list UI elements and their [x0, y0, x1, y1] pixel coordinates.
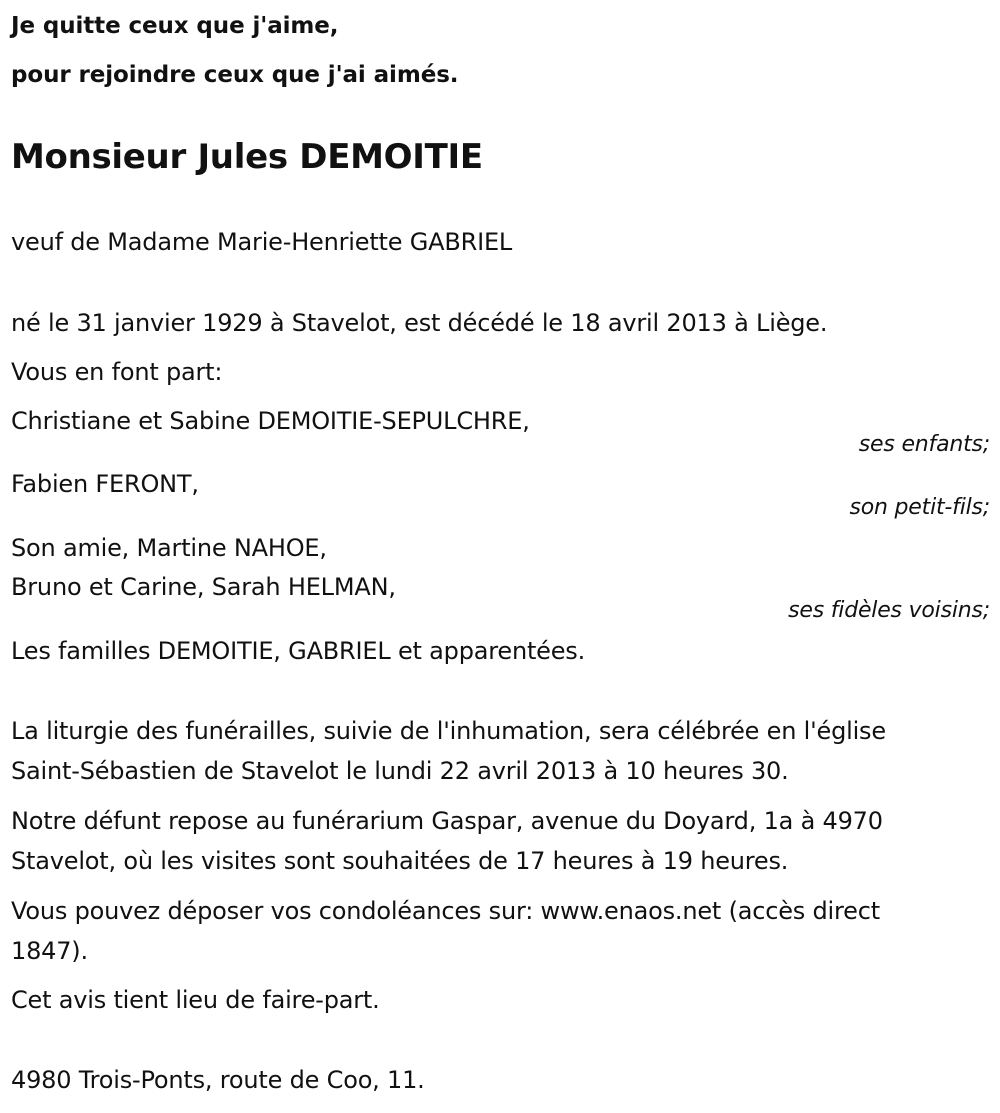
deceased-name: Monsieur Jules DEMOITIE — [11, 137, 483, 177]
address-line: 4980 Trois-Ponts, route de Coo, 11. — [11, 1066, 425, 1094]
widower-line: veuf de Madame Marie-Henriette GABRIEL — [11, 228, 513, 256]
birth-death-line: né le 31 janvier 1929 à Stavelot, est décédé le 18 avril 2013 à Liège. — [11, 309, 828, 337]
neighbor-line-2: Bruno et Carine, Sarah HELMAN, — [11, 573, 396, 601]
condolences-line-1: Vous pouvez déposer vos condoléances sur: www.enaos.net (accès direct — [11, 897, 880, 925]
children-line: Christiane et Sabine DEMOITIE-SEPULCHRE, — [11, 407, 530, 435]
families-line: Les familles DEMOITIE, GABRIEL et apparentées. — [11, 637, 586, 665]
children-role: ses enfants; — [858, 432, 990, 457]
rest-line-1: Notre défunt repose au funérarium Gaspar, avenue du Doyard, 1a à 4970 — [11, 807, 883, 835]
liturgy-line-1: La liturgie des funérailles, suivie de l'inhumation, sera célébrée en l'église — [11, 717, 886, 745]
neighbors-role: ses fidèles voisins; — [788, 598, 990, 623]
liturgy-line-2: Saint-Sébastien de Stavelot le lundi 22 avril 2013 à 10 heures 30. — [11, 757, 789, 785]
neighbor-line-1: Son amie, Martine NAHOE, — [11, 534, 327, 562]
grandson-line: Fabien FERONT, — [11, 470, 199, 498]
notice-line: Cet avis tient lieu de faire-part. — [11, 986, 380, 1014]
quote-line-1: Je quitte ceux que j'aime, — [11, 13, 339, 39]
rest-line-2: Stavelot, où les visites sont souhaitées de 17 heures à 19 heures. — [11, 847, 789, 875]
condolences-line-2: 1847). — [11, 937, 88, 965]
announcement-intro: Vous en font part: — [11, 358, 223, 386]
grandson-role: son petit-fils; — [849, 495, 990, 520]
quote-line-2: pour rejoindre ceux que j'ai aimés. — [11, 62, 459, 88]
